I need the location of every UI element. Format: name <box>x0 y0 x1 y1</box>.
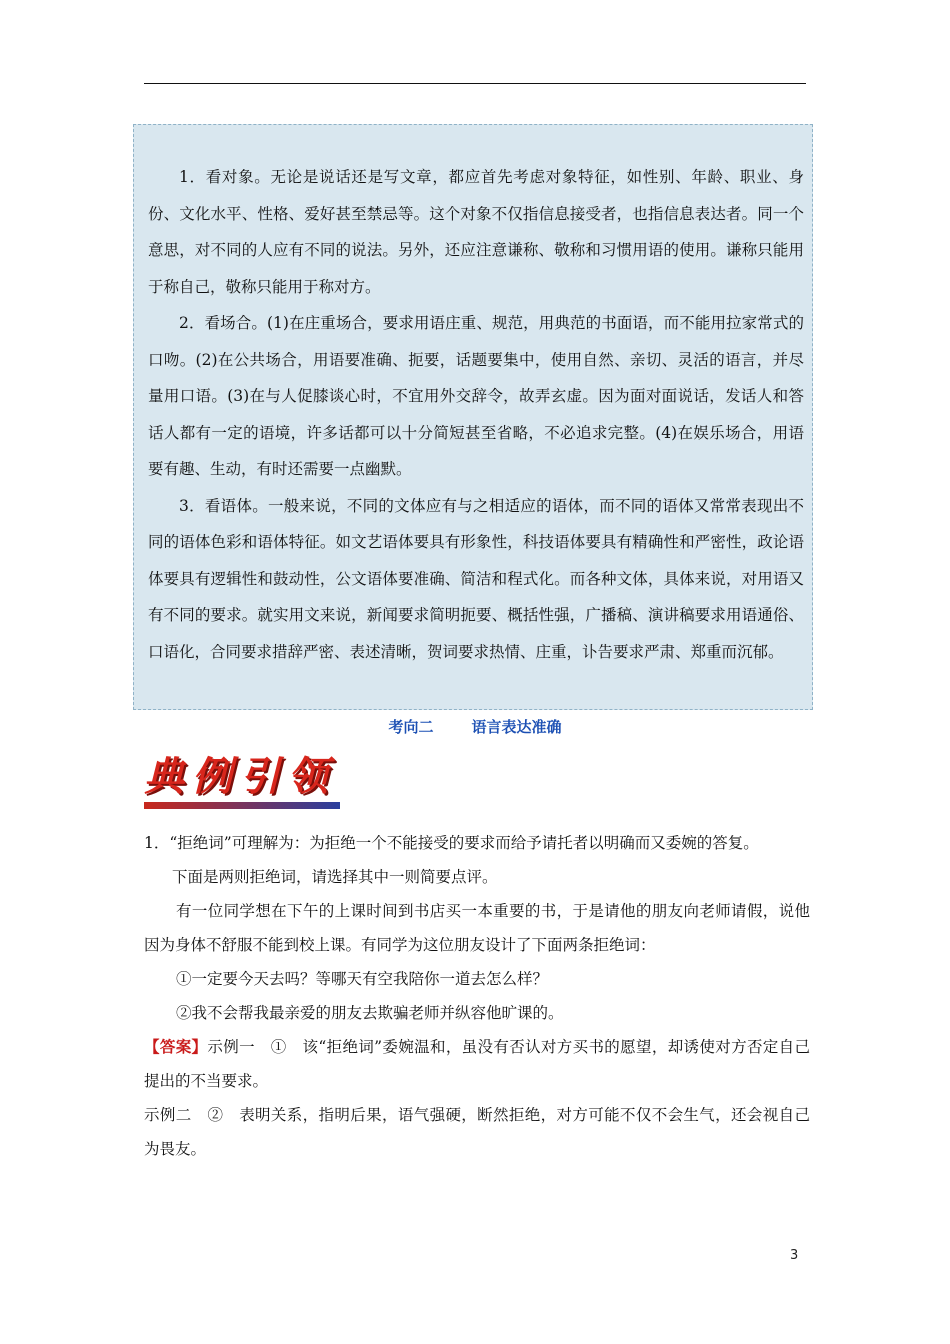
banner-title: 典例引领 <box>144 753 336 800</box>
section-heading: 语言表达准确 <box>471 718 562 736</box>
section-label: 考向二 <box>388 718 434 736</box>
example-section <box>144 826 810 1166</box>
option-two: ②我不会帮我最亲爱的朋友去欺骗老师并纵容他旷课的。 <box>176 1004 564 1022</box>
banner-underline <box>144 802 340 809</box>
answer-two: 示例二 ② 表明关系，指明后果，语气强硬，断然拒绝，对方可能不仅不会生气，还会视自己为畏友。 <box>144 1106 810 1158</box>
example-banner <box>144 752 344 814</box>
option-one: ①一定要今天去吗？等哪天有空我陪你一道去怎么样？ <box>176 970 549 988</box>
knowledge-paragraph-style: 3．看语体。一般来说，不同的文体应有与之相适应的语体，而不同的语体又常常表现出不同的语体色彩和语体特征。如文艺语体要具有形象性，科技语体要具有精确性和严密性，政论语体要具有逻辑性和鼓动性，公文语体要准确、简洁和程式化。而各种文体，具体来说，对用语又有不同的要求。就实用文来说，新闻要求简明扼要、概括性强，广播稿、演讲稿要求用语通俗、口语化，合同要求措辞严密、表述清晰，贺词要求热情、庄重，讣告要求严肃、郑重而沉郁。 <box>148 496 804 661</box>
knowledge-paragraph-occasion: 2．看场合。(1)在庄重场合，要求用语庄重、规范，用典范的书面语，而不能用拉家常式的口吻。(2)在公共场合，用语要准确、扼要，话题要集中，使用自然、亲切、灵活的语言，并尽量用口语。(3)在与人促膝谈心时，不宜用外交辞令，故弄玄虚。因为面对面说话，发话人和答话人都有一定的语境，许多话都可以十分简短甚至省略，不必追求完整。(4)在娱乐场合，用语要有趣、生动，有时还需要一点幽默。 <box>148 314 804 478</box>
page-number: 3 <box>790 1248 799 1263</box>
section-title <box>0 716 950 737</box>
answer-one <box>144 1030 810 1098</box>
question-context: 有一位同学想在下午的上课时间到书店买一本重要的书，于是请他的朋友向老师请假，说他因为身体不舒服不能到校上课。有同学为这位朋友设计了下面两条拒绝词： <box>144 902 810 954</box>
header-rule <box>144 83 806 84</box>
knowledge-box <box>133 124 813 710</box>
question-stem: 1．“拒绝词”可理解为：为拒绝一个不能接受的要求而给予请托者以明确而又委婉的答复。 <box>144 834 759 852</box>
answer-one-text: 示例一 ① 该“拒绝词”委婉温和，虽没有否认对方买书的愿望，却诱使对方否定自己提出的不当要求。 <box>144 1038 810 1090</box>
knowledge-paragraph-object: 1．看对象。无论是说话还是写文章，都应首先考虑对象特征，如性别、年龄、职业、身份、文化水平、性格、爱好甚至禁忌等。这个对象不仅指信息接受者，也指信息表达者。同一个意思，对不同的人应有不同的说法。另外，还应注意谦称、敬称和习惯用语的使用。谦称只能用于称自己，敬称只能用于称对方。 <box>148 168 804 296</box>
answer-tag: 【答案】 <box>144 1037 208 1056</box>
question-instruction: 下面是两则拒绝词，请选择其中一则简要点评。 <box>172 868 498 886</box>
